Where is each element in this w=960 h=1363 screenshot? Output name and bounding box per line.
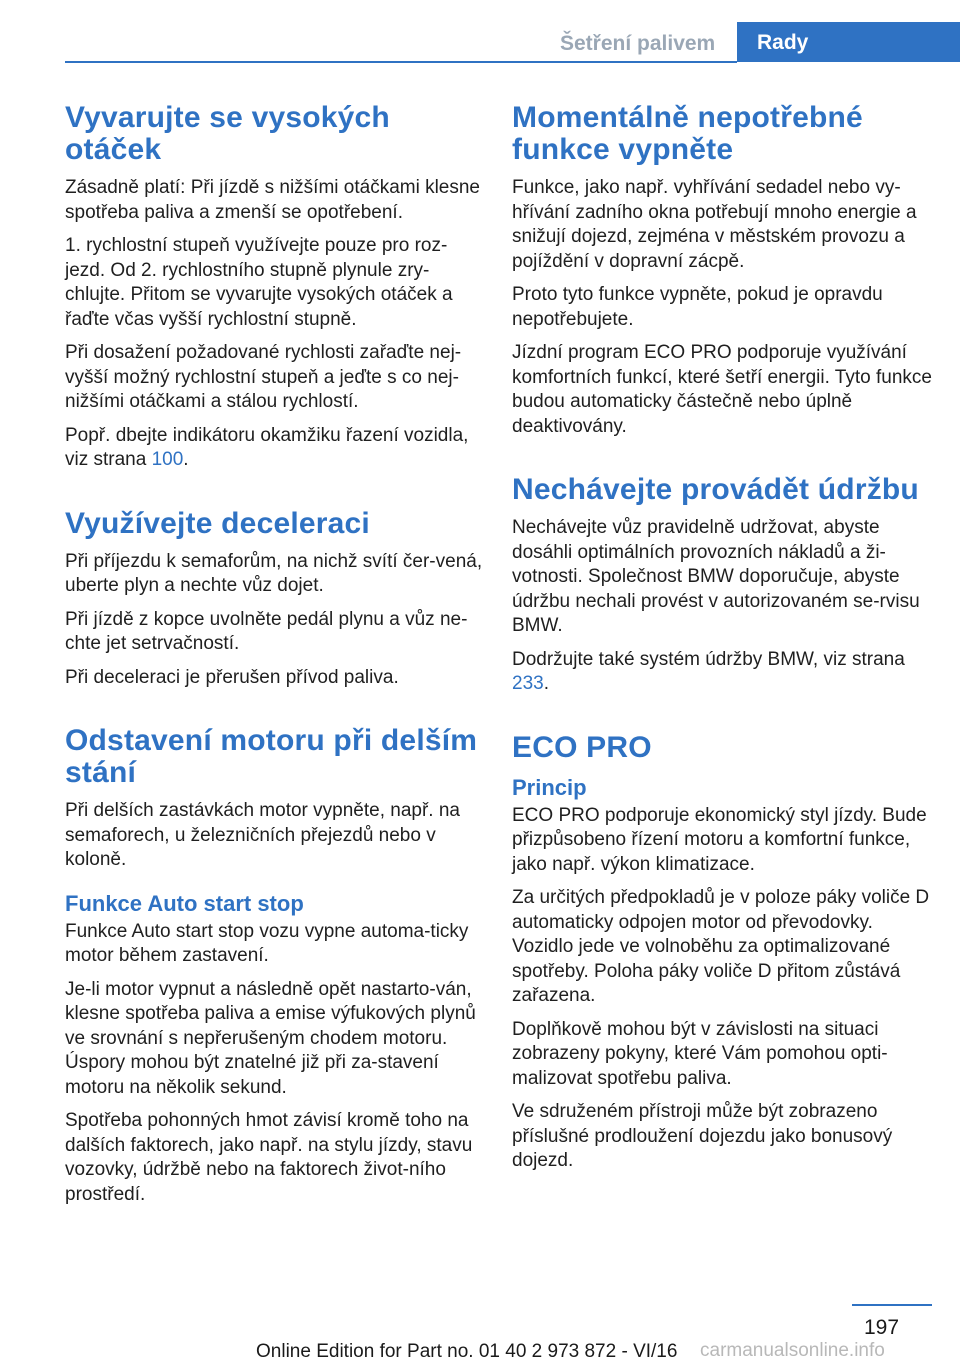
paragraph-text: Dodržujte také systém údržby BMW, viz strana: [512, 648, 905, 670]
paragraph: Ve sdruženém přístroji může být zobrazeno příslušné prodloužení dojezdu jako bonusový dojezd.: [512, 1101, 893, 1171]
paragraph-end: .: [183, 449, 189, 470]
paragraph: Zásadně platí: Při jízdě s nižšími otáčkami klesne spotřeba paliva a zmenší se opotřebení.: [65, 177, 481, 223]
paragraph-shift-indicator: [65, 424, 485, 473]
left-column: [65, 102, 485, 1216]
spacer: [512, 706, 932, 732]
subheading-principle: Princip: [512, 774, 587, 800]
subheading-auto-start-stop: Funkce Auto start stop: [65, 890, 304, 916]
paragraph: 1. rychlostní stupeň využívejte pouze pro roz‐jezd. Od 2. rychlostního stupně plynule zry‐chlujte. Přitom se vyvarujte vysokých otáček a řaďte včas vyšší rychlostní stupně.: [65, 235, 453, 330]
paragraph-text: Popř. dbejte indikátoru okamžiku řazení vozidla, viz strana: [65, 424, 469, 470]
heading-eco-pro: ECO PRO: [512, 730, 652, 764]
spacer: [65, 482, 485, 508]
watermark: carmanualsonline.info: [700, 1340, 885, 1361]
spacer: [65, 699, 485, 725]
paragraph: Nechávejte vůz pravidelně udržovat, abyste dosáhli optimálních provozních nákladů a ži‐votnosti. Společnost BMW doporučuje, abyste údržbu nechali provést v autorizovaném se‐rvisu BMW.: [512, 517, 920, 636]
paragraph: Doplňkově mohou být v závislosti na situaci zobrazeny pokyny, které Vám pomohou opti‐malizovat spotřebu paliva.: [512, 1018, 888, 1089]
heading-avoid-high-rpm: Vyvarujte se vysokých otáček: [65, 101, 390, 166]
heading-disable-functions: Momentálně nepotřebné funkce vypněte: [512, 101, 863, 166]
heading-deceleration: Využívejte deceleraci: [65, 506, 370, 540]
paragraph: Je-li motor vypnut a následně opět nastarto‐ván, klesne spotřeba paliva a emise výfukových plynů ve srovnání s nepřerušeným chodem motoru. Úspory mohou být znatelné již při za‐stavení motoru na několik sekund.: [65, 978, 476, 1098]
heading-engine-stop: Odstavení motoru při delším stání: [65, 724, 478, 789]
header-tab: Rady: [737, 22, 960, 62]
header-rule: [65, 61, 737, 63]
footer-edition: Online Edition for Part no. 01 40 2 973 872 - VI/16: [256, 1341, 678, 1362]
paragraph: Za určitých předpokladů je v poloze páky voliče D automaticky odpojen motor od převodovky. Vozidlo jede ve volnoběhu za optimalizované spotřeby. Poloha páky voliče D přitom zůstává zařazena.: [512, 887, 930, 1006]
paragraph: Při dosažení požadované rychlosti zařaďte nej‐vyšší možný rychlostní stupeň a jeďte s co nej‐nižšími otáčkami a stálou rychlostí.: [65, 342, 462, 412]
page-link-100[interactable]: 100: [151, 449, 184, 470]
paragraph-end: .: [543, 673, 549, 694]
paragraph-maintenance-ref: [512, 648, 932, 697]
paragraph: Při jízdě z kopce uvolněte pedál plynu a vůz ne‐chte jet setrvačností.: [65, 608, 468, 654]
page-number: 197: [864, 1316, 900, 1339]
paragraph: Funkce Auto start stop vozu vypne automa‐ticky motor během zastavení.: [65, 920, 469, 966]
page-header: [0, 22, 960, 62]
page-link-233[interactable]: 233: [512, 673, 544, 694]
paragraph: Spotřeba pohonných hmot závisí kromě toho na dalších faktorech, jako např. na stylu jízdy, stavu vozovky, údržbě nebo na faktorech život‐ního prostředí.: [65, 1110, 473, 1205]
paragraph: Při deceleraci je přerušen přívod paliva.: [65, 666, 399, 688]
paragraph: Při delších zastávkách motor vypněte, např. na semaforech, u železničních přejezdů nebo v koloně.: [65, 800, 460, 870]
header-section-title: Šetření palivem: [560, 32, 716, 55]
paragraph: ECO PRO podporuje ekonomický styl jízdy. Bude přizpůsobeno řízení motoru a komfortní funkce, jako např. výkon klimatizace.: [512, 804, 927, 875]
spacer: [65, 882, 485, 890]
footer-rule: [852, 1304, 932, 1306]
paragraph: Jízdní program ECO PRO podporuje využívání komfortních funkcí, které šetří energii. Tyto funkce budou automaticky částečně nebo úplně deaktivovány.: [512, 342, 932, 437]
right-column: [512, 102, 932, 1183]
spacer: [512, 448, 932, 474]
heading-maintenance: Nechávejte provádět údržbu: [512, 473, 919, 506]
paragraph: Proto tyto funkce vypněte, pokud je opravdu nepotřebujete.: [512, 284, 883, 330]
paragraph: Funkce, jako např. vyhřívání sedadel nebo vy‐hřívání zadního okna potřebují mnoho energie a snižují dojezd, zejména v městském provozu a pojíždění v dopravní zácpě.: [512, 177, 917, 272]
paragraph: Při příjezdu k semaforům, na nichž svítí čer‐vená, uberte plyn a nechte vůz dojet.: [65, 550, 483, 596]
